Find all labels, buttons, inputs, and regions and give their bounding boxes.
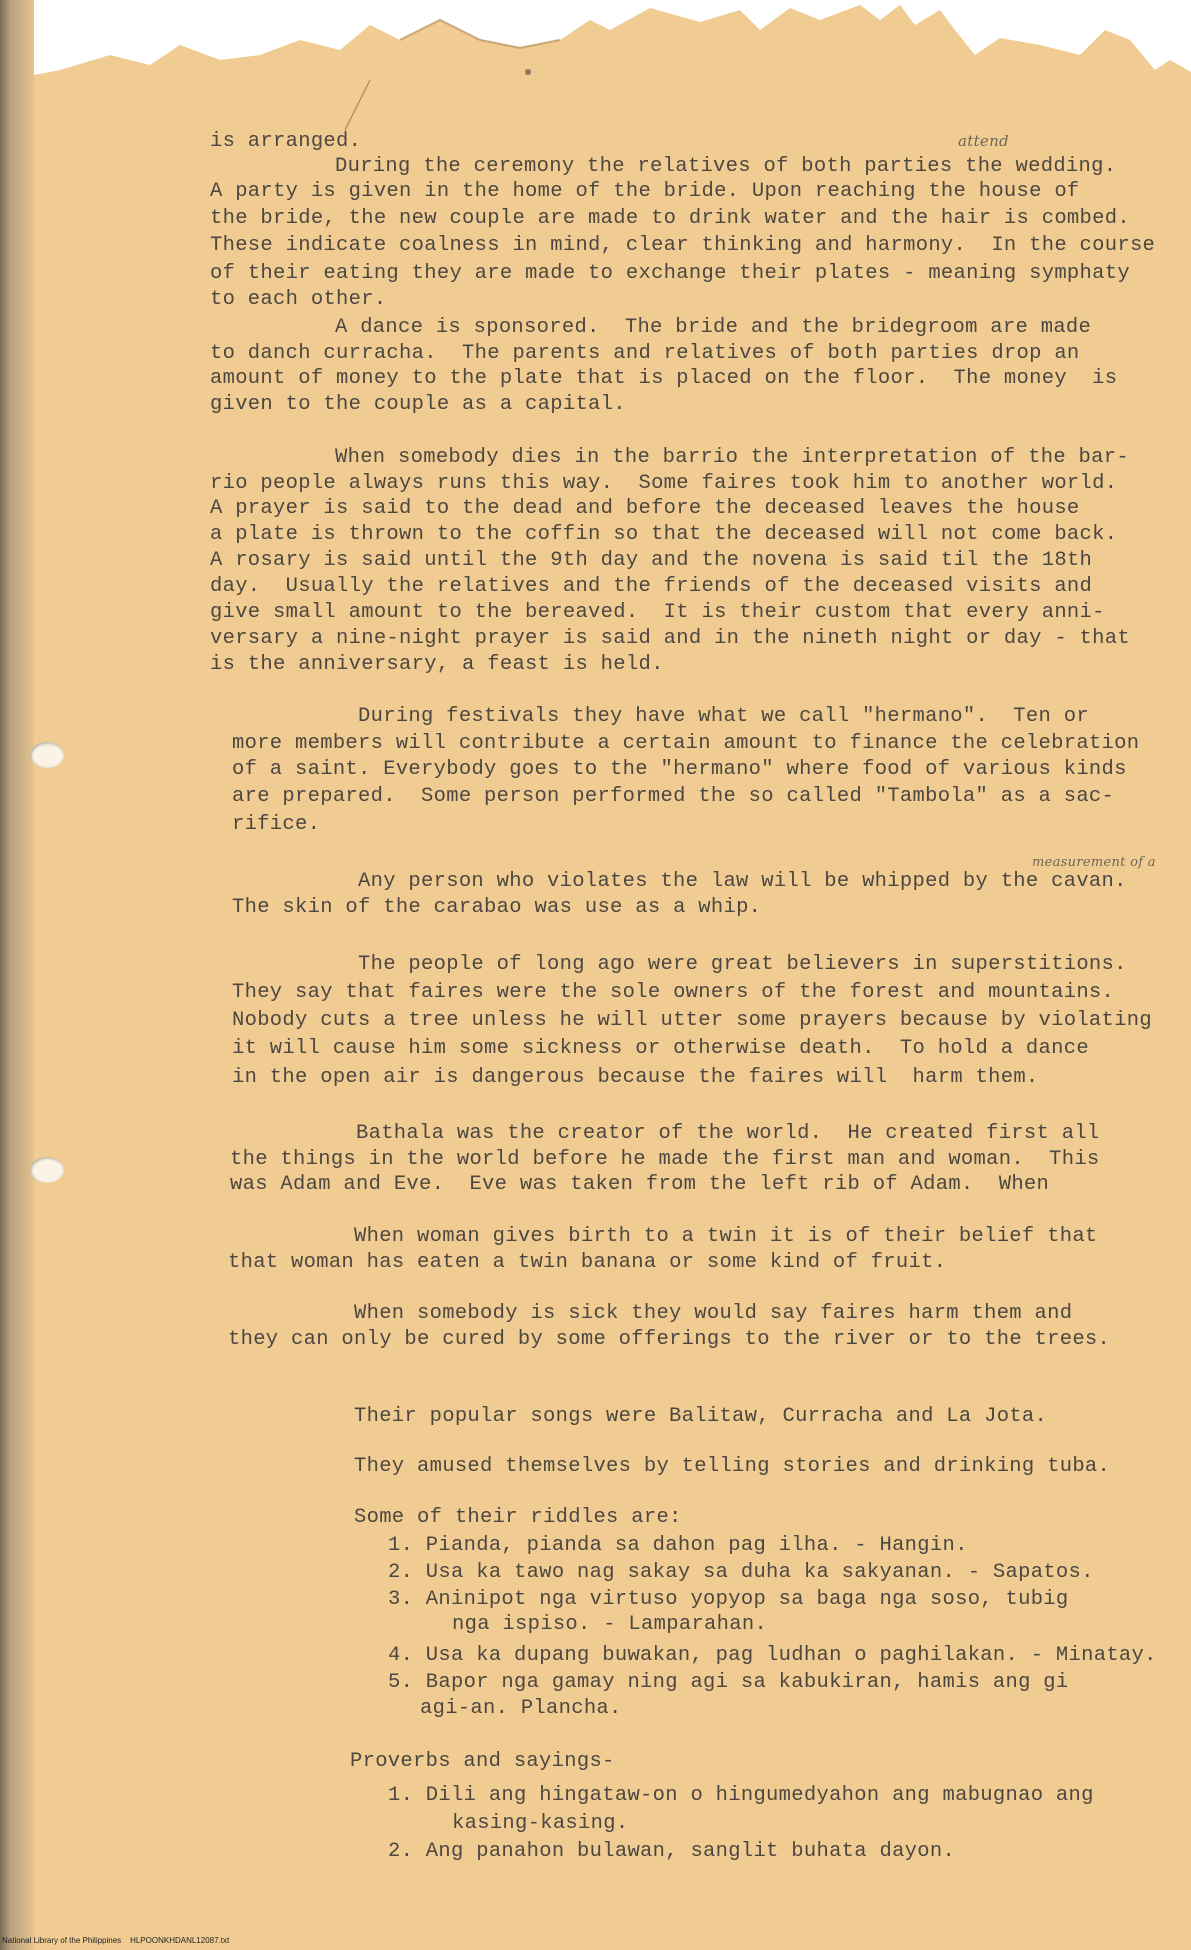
songs-line: Their popular songs were Balitaw, Curracha and La Jota. xyxy=(354,1405,1048,1428)
riddles-heading: Some of their riddles are: xyxy=(354,1506,682,1529)
text-line: A prayer is said to the dead and before the deceased leaves the house xyxy=(210,497,1080,520)
riddle-item: 1. Pianda, pianda sa dahon pag ilha. - Hangin. xyxy=(388,1534,968,1557)
text-line: Nobody cuts a tree unless he will utter some prayers because by violating xyxy=(232,1009,1152,1032)
text-line: the bride, the new couple are made to drink water and the hair is combed. xyxy=(210,207,1130,230)
text-line: to each other. xyxy=(210,288,387,311)
text-line: versary a nine-night prayer is said and in the nineth night or day - that xyxy=(210,627,1130,650)
proverbs-heading: Proverbs and sayings- xyxy=(350,1750,615,1773)
text-line: rifice. xyxy=(232,813,321,836)
text-line: A dance is sponsored. The bride and the bridegroom are made xyxy=(335,316,1092,339)
riddle-item: 5. Bapor nga gamay ning agi sa kabukiran, hamis ang gi xyxy=(388,1671,1069,1694)
text-line: that woman has eaten a twin banana or some kind of fruit. xyxy=(228,1251,947,1274)
text-line: rio people always runs this way. Some faires took him to another world. xyxy=(210,472,1118,495)
text-line: was Adam and Eve. Eve was taken from the left rib of Adam. When xyxy=(230,1173,1050,1196)
proverb-item-continuation: kasing-kasing. xyxy=(452,1812,629,1835)
text-line: Any person who violates the law will be whipped by the cavan. xyxy=(358,870,1127,893)
text-line: The skin of the carabao was use as a whip. xyxy=(232,896,762,919)
text-line: A rosary is said until the 9th day and the novena is said til the 18th xyxy=(210,549,1093,572)
text-line: in the open air is dangerous because the faires will harm them. xyxy=(232,1066,1039,1089)
riddle-item-continuation: agi-an. Plancha. xyxy=(420,1697,622,1720)
text-line: During the ceremony the relatives of both parties the wedding. xyxy=(335,155,1117,178)
riddle-item: 2. Usa ka tawo nag sakay sa duha ka sakyanan. - Sapatos. xyxy=(388,1561,1094,1584)
text-line: Bathala was the creator of the world. He created first all xyxy=(356,1122,1100,1145)
proverb-item: 1. Dili ang hingataw-on o hingumedyahon ang mabugnao ang xyxy=(388,1784,1094,1807)
text-line: day. Usually the relatives and the friends of the deceased visits and xyxy=(210,575,1093,598)
handwritten-measurement: measurement of a xyxy=(1032,855,1156,870)
text-line: When woman gives birth to a twin it is of their belief that xyxy=(354,1225,1098,1248)
text-line: is the anniversary, a feast is held. xyxy=(210,653,664,676)
text-line: A party is given in the home of the bride. Upon reaching the house of xyxy=(210,180,1080,203)
text-line: is arranged. xyxy=(210,130,362,153)
proverb-item: 2. Ang panahon bulawan, sanglit buhata dayon. xyxy=(388,1840,956,1863)
text-line: When somebody dies in the barrio the interpretation of the bar- xyxy=(335,446,1129,469)
text-line: more members will contribute a certain amount to finance the celebration xyxy=(232,732,1140,755)
footer-caption: National Library of the Philippines HLPOONKHDANL12087.txt xyxy=(2,1936,230,1945)
text-line: These indicate coalness in mind, clear thinking and harmony. In the course xyxy=(210,234,1156,257)
handwritten-attend: attend xyxy=(958,132,1009,150)
text-line: The people of long ago were great believers in superstitions. xyxy=(358,953,1127,976)
riddle-item: 3. Aninipot nga virtuso yopyop sa baga nga soso, tubig xyxy=(388,1588,1069,1611)
text-line: of their eating they are made to exchange their plates - meaning symphaty xyxy=(210,262,1130,285)
riddle-item: 4. Usa ka dupang buwakan, pag ludhan o paghilakan. - Minatay. xyxy=(388,1644,1157,1667)
text-line: given to the couple as a capital. xyxy=(210,393,626,416)
text-line: give small amount to the bereaved. It is their custom that every anni- xyxy=(210,601,1105,624)
text-line: They say that faires were the sole owners of the forest and mountains. xyxy=(232,981,1115,1004)
riddle-item-continuation: nga ispiso. - Lamparahan. xyxy=(452,1613,768,1636)
text-line: a plate is thrown to the coffin so that the deceased will not come back. xyxy=(210,523,1118,546)
amusement-line: They amused themselves by telling stories and drinking tuba. xyxy=(354,1455,1111,1478)
text-line: are prepared. Some person performed the so called "Tambola" as a sac- xyxy=(232,785,1115,808)
text-line: the things in the world before he made the first man and woman. This xyxy=(230,1148,1100,1171)
text-line: When somebody is sick they would say faires harm them and xyxy=(354,1302,1073,1325)
text-line: amount of money to the plate that is placed on the floor. The money is xyxy=(210,367,1118,390)
text-line: During festivals they have what we call "hermano". Ten or xyxy=(358,705,1089,728)
text-line: it will cause him some sickness or otherwise death. To hold a dance xyxy=(232,1037,1089,1060)
text-line: to danch curracha. The parents and relatives of both parties drop an xyxy=(210,342,1080,365)
text-line: they can only be cured by some offerings to the river or to the trees. xyxy=(228,1328,1111,1351)
text-line: of a saint. Everybody goes to the "hermano" where food of various kinds xyxy=(232,758,1127,781)
